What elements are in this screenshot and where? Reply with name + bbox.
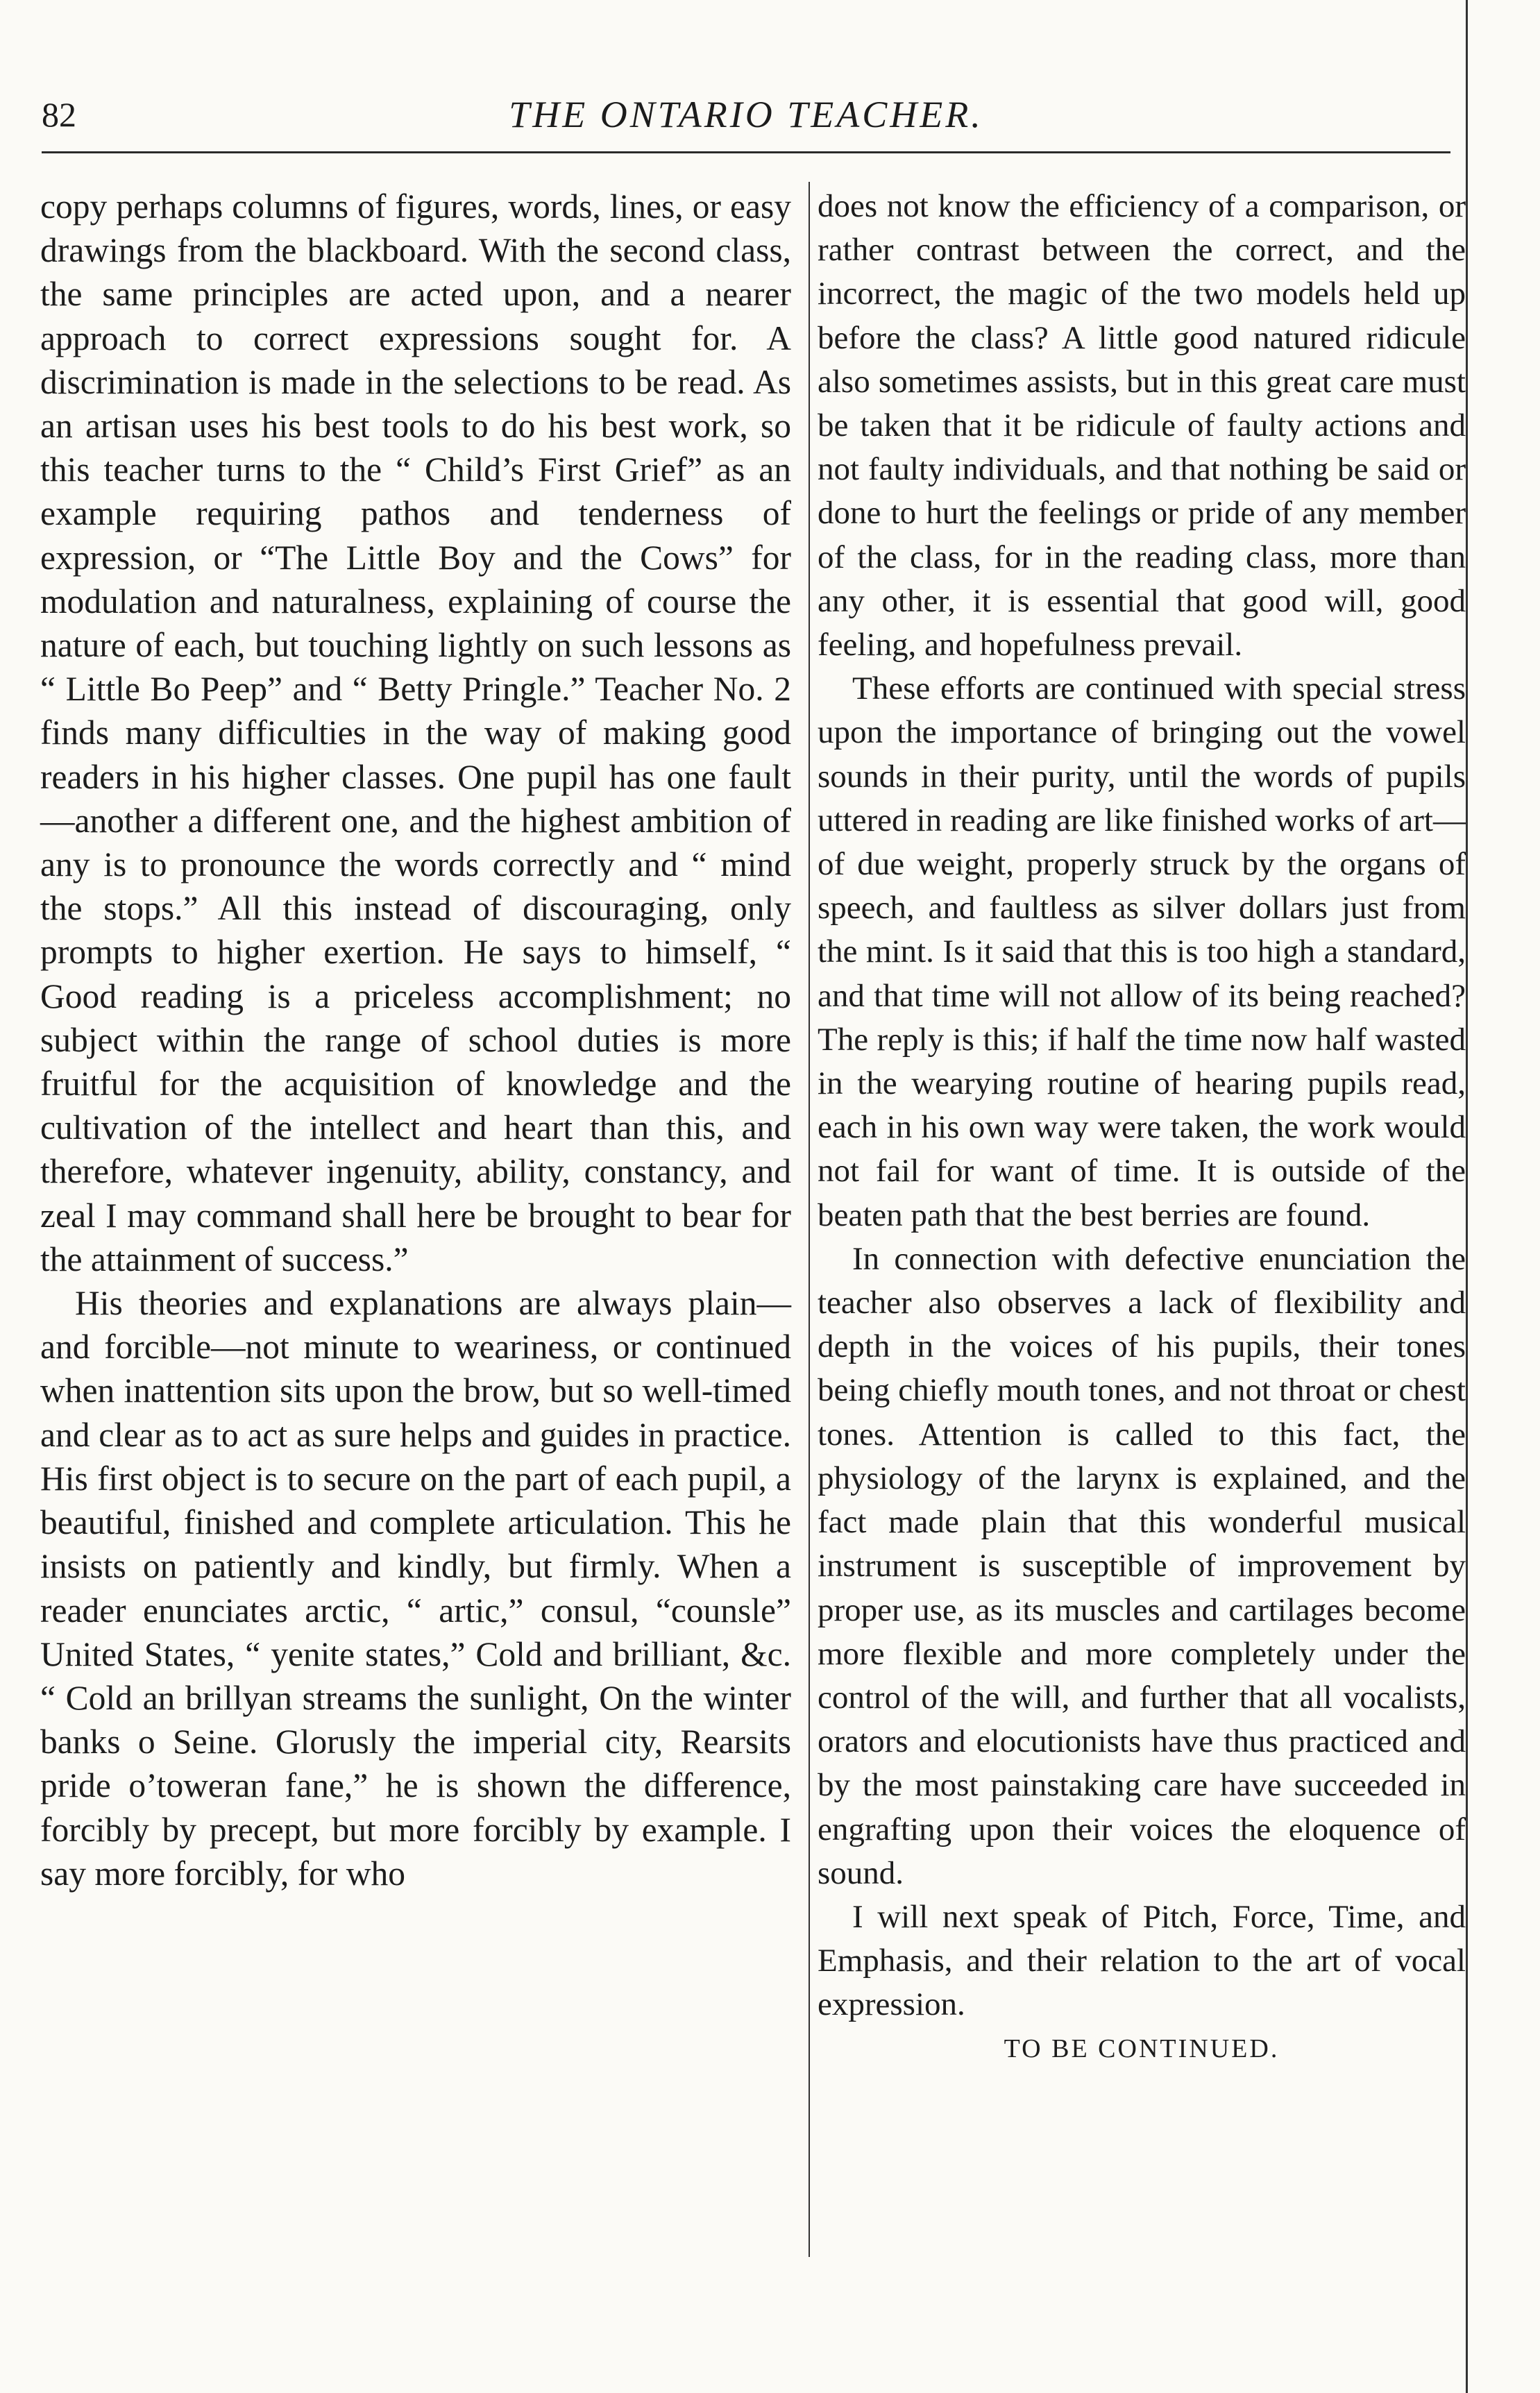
paragraph: These efforts are continued with special stress upon the importance of bringing out the vowel sounds in their purity, until the words of pupils uttered in reading are like finished works of art—of due weight, properly struck by the organs of speech, and faultless as silver dollars just from the mint. Is it said that this is too high a standard, and that time will not allow of its being reached? The reply is this; if half the time now half wasted in the wearying routine of hearing pupils read, each in his own way were taken, the work would not fail for want of time. It is outside of the beaten path that the best berries are found. bbox=[818, 670, 1466, 1233]
paragraph: copy perhaps columns of figures, words, lines, or easy drawings from the blackboard. With the second class, the same principles are acted upon, and a nearer approach to correct expressions sought for. A discrimination is made in the selections to be read. As an artisan uses his best tools to do his best work, so this teacher turns to the “ Child’s First Grief” as an example requiring pathos and tenderness of expression, or “The Little Boy and the Cows” for modulation and naturalness, explaining of course the nature of each, but touching lightly on such lessons as “ Little Bo Peep” and “ Betty Pringle.” Teacher No. 2 finds many difficulties in the way of making good readers in his higher classes. One pupil has one fault—another a different one, and the highest ambition of any is to pronounce the words correctly and “ mind the stops.” All this instead of discouraging, only prompts to higher exertion. He says to himself, “ Good reading is a priceless accomplishment; no subject within the range of school duties is more fruitful for the acquisition of knowledge and the cultivation of the intellect and heart than this, and therefore, whatever ingenuity, ability, constancy, and zeal I may command shall here be brought to bear for the attainment of success.” bbox=[40, 187, 791, 1278]
column-divider bbox=[809, 182, 810, 2257]
continued-note: TO BE CONTINUED. bbox=[1004, 2033, 1280, 2063]
paragraph: In connection with defective enunciation the teacher also observes a lack of flexibility and depth in the voices of his pupils, their tones being chiefly mouth tones, and not throat or chest tones. Attention is called to this fact, the physiology of the larynx is explained, and the fact made plain that this wonderful musical instrument is susceptible of improvement by proper use, as its muscles and cartilages become more flexible and more completely under the control of the will, and further that all vocalists, orators and elocutionists have thus practiced and by the most painstaking care have succeeded in engrafting upon their voices the eloquence of sound. bbox=[818, 1240, 1466, 1891]
left-column bbox=[40, 185, 791, 1895]
paragraph: His theories and explanations are always plain—and forcible—not minute to weariness, or continued when inattention sits upon the brow, but so well-timed and clear as to act as sure helps and guides in practice. His first object is to secure on the part of each pupil, a beautiful, finished and complete articulation. This he insists on patiently and kindly, but firmly. When a reader enunciates arctic, “ artic,” consul, “counsle” United States, “ yenite states,” Cold and brilliant, &c. “ Cold an brillyan streams the sunlight, On the winter banks o Seine. Glorusly the imperial city, Rearsits pride o’toweran fane,” he is shown the difference, forcibly by precept, but more forcibly by example. I say more forcibly, for who bbox=[40, 1284, 791, 1893]
page-edge-rule bbox=[1466, 0, 1468, 2393]
paragraph: I will next speak of Pitch, Force, Time, and Emphasis, and their relation to the art of vocal expression. bbox=[818, 1898, 1466, 2023]
paragraph: does not know the efficiency of a comparison, or rather contrast between the correct, and the incorrect, the magic of the two models held up before the class? A little good natured ridicule also sometimes assists, but in this great care must be taken that it be ridicule of faulty actions and not faulty individuals, and that nothing be said or done to hurt the feelings or pride of any member of the class, for in the reading class, more than any other, it is essential that good will, good feeling, and hopefulness prevail. bbox=[818, 188, 1466, 663]
page-number: 82 bbox=[42, 95, 76, 134]
running-head bbox=[42, 83, 1450, 146]
journal-title: THE ONTARIO TEACHER. bbox=[509, 94, 983, 135]
header-rule bbox=[42, 151, 1450, 153]
right-column bbox=[818, 185, 1466, 2071]
